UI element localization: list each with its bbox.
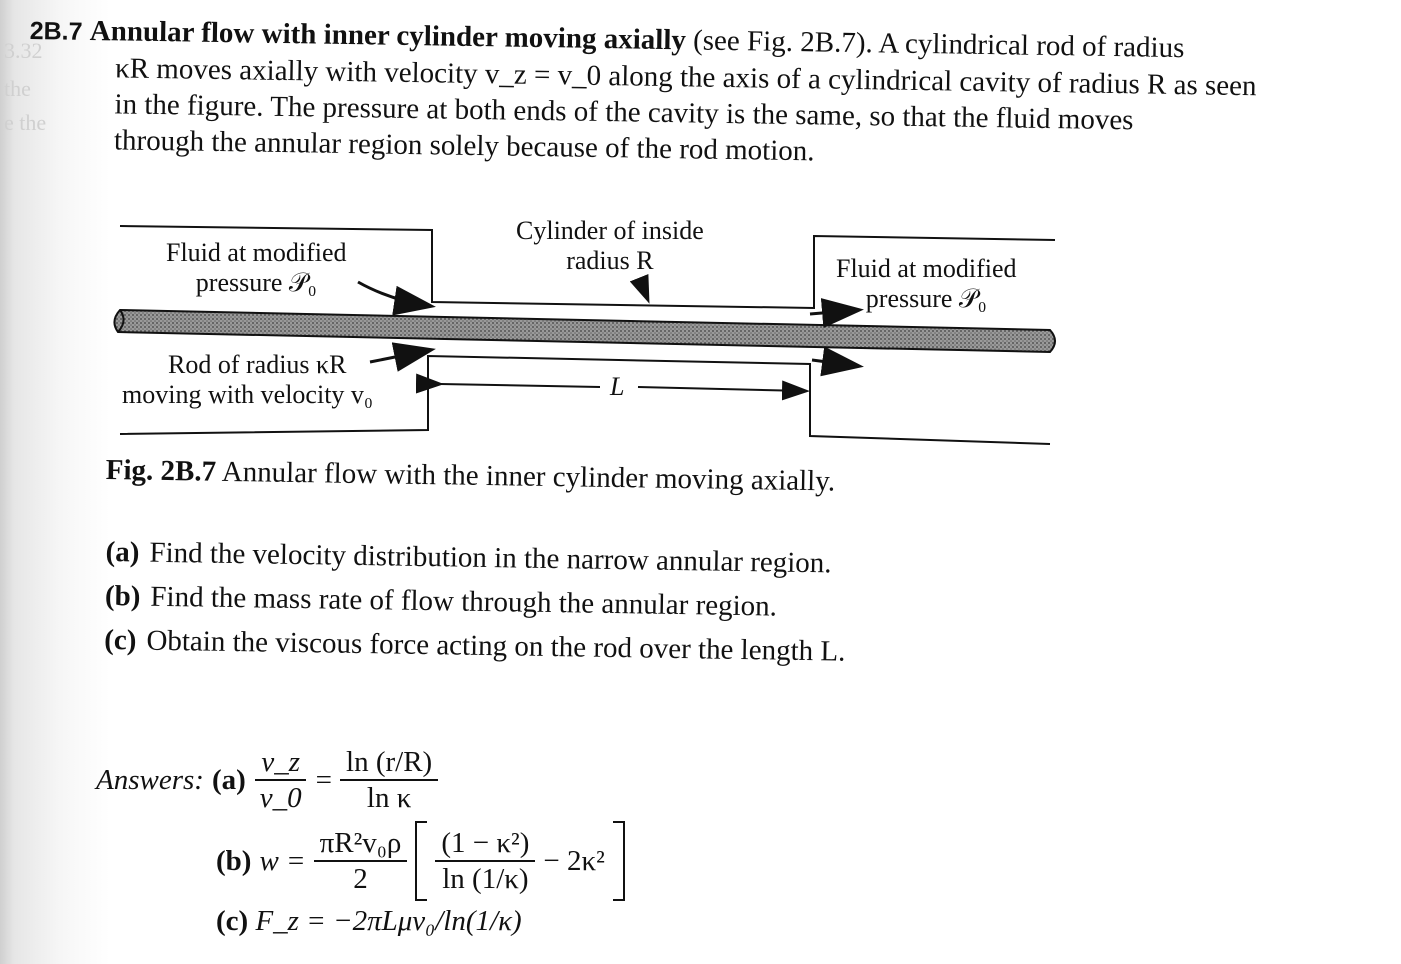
arrow-left-fluid	[358, 282, 430, 306]
length-dim-left	[440, 384, 600, 387]
answer-b-prefactor: $\frac{\text{πR²v₀ρ}}{2}$	[314, 826, 408, 896]
answer-b: (b) w = $\frac{\text{πR²v₀ρ}}{2}$ $\frac{\text{(1 − κ²)}}{\ln (1/\kappa)}$ − 2κ²	[216, 821, 625, 901]
question-a: (a) Find the velocity distribution in the narrow annular region.	[105, 535, 832, 580]
problem-line2: κR moves axially with velocity v_z = v_0 along the axis of a cylindrical cavity of radius R as seen	[114, 52, 1257, 103]
answers-label: Answers:	[96, 763, 204, 796]
problem-number: 2B.7	[29, 16, 83, 46]
rod	[114, 310, 1055, 352]
arrow-center-radius	[640, 280, 648, 300]
answer-c: (c) F_z = −2πLμv₀/ln(1/κ)	[216, 905, 522, 937]
answer-a: Answers: (a) $\frac{v\_z}{v\_0}$ = $\frac{\ln (r/R)}{\text{ln κ}}$	[96, 745, 625, 815]
right-bracket	[613, 821, 625, 901]
label-length: L	[610, 372, 625, 401]
problem-statement	[28, 12, 1400, 179]
problem-line3: in the figure. The pressure at both ends of the cavity is the same, so that the fluid moves	[114, 88, 1134, 137]
bleed-through-text: e the	[4, 110, 47, 135]
answer-a-lhs: $\frac{v\_z}{v\_0}$	[254, 745, 308, 815]
problem-title: Annular flow with inner cylinder moving axially	[89, 14, 687, 57]
question-c: (c) Obtain the viscous force acting on the rod over the length L.	[104, 623, 846, 668]
arrow-rod-right	[812, 360, 858, 366]
figure-caption	[105, 454, 835, 498]
label-cylinder: Cylinder of inside radius R	[516, 216, 704, 275]
annular-flow-figure	[100, 210, 1080, 460]
answer-a-rhs: $\frac{\ln (r/R)}{\text{ln κ}}$	[340, 745, 438, 815]
bleed-through-text: the	[4, 76, 31, 101]
caption-text: Annular flow with the inner cylinder moving axially.	[221, 455, 836, 498]
label-right-fluid: Fluid at modified pressure 𝒫₀	[836, 254, 1017, 313]
length-dim-right	[638, 387, 806, 391]
label-left-fluid: Fluid at modified pressure 𝒫₀	[166, 238, 347, 297]
bleed-through-text: 3.32	[4, 38, 43, 63]
left-bracket	[415, 821, 427, 901]
answers-block	[96, 745, 625, 938]
label-rod: Rod of radius κR moving with velocity v₀	[122, 350, 373, 409]
problem-line1-rest: (see Fig. 2B.7). A cylindrical rod of radius	[692, 24, 1185, 65]
caption-number: Fig. 2B.7	[105, 454, 217, 488]
answer-b-inner: $\frac{\text{(1 − κ²)}}{\ln (1/\kappa)}$	[435, 826, 535, 896]
question-list	[104, 530, 847, 674]
arrow-rod-left	[370, 350, 430, 362]
question-b: (b) Find the mass rate of flow through the annular region.	[104, 579, 778, 623]
problem-line4: through the annular region solely because of the rod motion.	[113, 124, 815, 168]
